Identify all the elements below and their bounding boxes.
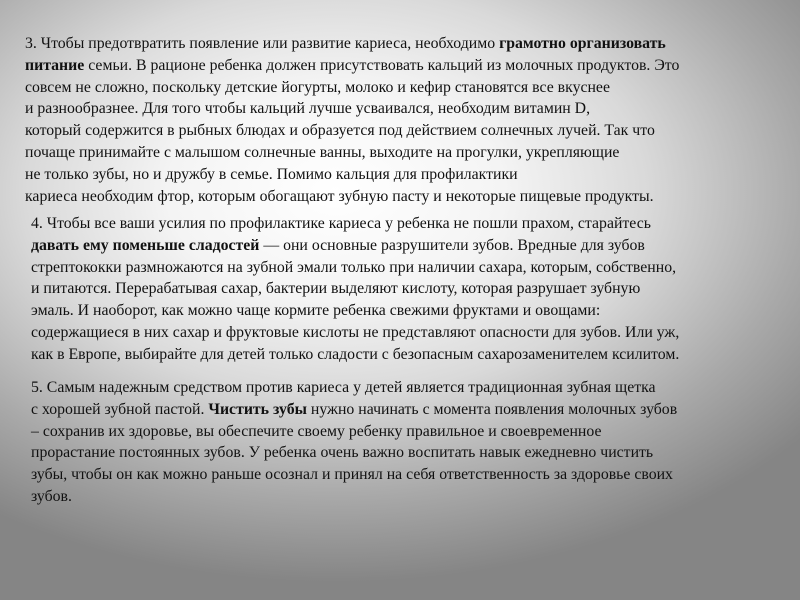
text-line — [25, 77, 679, 99]
body-text: кариеса необходим фтор, которым обогащают зубную пасту и некоторые пищевые продукты. — [25, 187, 654, 205]
text-line — [25, 33, 679, 55]
body-text: зубы, чтобы он как можно раньше осознал и принял на себя ответственность за здоровье своих — [31, 466, 673, 484]
text-line — [31, 257, 679, 279]
text-line — [31, 421, 677, 443]
body-text: с хорошей зубной пастой. — [31, 400, 209, 418]
body-text: и разнообразнее. Для того чтобы кальций лучше усваивался, необходим витамин D, — [25, 100, 591, 118]
body-text: зубов. — [31, 487, 72, 505]
text-line — [31, 322, 679, 344]
text-line — [31, 464, 677, 486]
body-text: и питаются. Перерабатывая сахар, бактерии выделяют кислоту, которая разрушает зубную — [31, 280, 641, 298]
text-line — [31, 235, 679, 257]
text-line — [25, 186, 679, 208]
paragraph-4-sweets — [31, 213, 679, 366]
body-text: – сохранив их здоровье, вы обеспечите своему ребенку правильное и своевременное — [31, 422, 602, 440]
body-text: почаще принимайте с малышом солнечные ванны, выходите на прогулки, укрепляющие — [25, 143, 620, 161]
text-line — [25, 120, 679, 142]
emphasis-text: давать ему поменьше сладостей — [31, 236, 260, 254]
body-text: 5. Самым надежным средством против кариеса у детей является традиционная зубная щетка — [31, 379, 656, 396]
text-line — [25, 142, 679, 164]
text-line — [31, 300, 679, 322]
text-line — [25, 55, 679, 77]
text-line — [25, 98, 679, 120]
text-line — [31, 278, 679, 300]
emphasis-text: грамотно организовать — [499, 35, 666, 52]
body-text: содержащиеся в них сахар и фруктовые кислоты не представляют опасности для зубов. Или уж, — [31, 323, 680, 341]
body-text: стрептококки размножаются на зубной эмали только при наличии сахара, которым, собственно, — [31, 258, 677, 276]
body-text: прорастание постоянных зубов. У ребенка очень важно воспитать навык ежедневно чистить — [31, 444, 654, 462]
body-text: нужно начинать с момента появления молочных зубов — [306, 400, 678, 418]
body-text: совсем не сложно, поскольку детские йогурты, молоко и кефир становятся все вкуснее — [25, 78, 610, 96]
text-line — [31, 399, 677, 421]
body-text: 4. Чтобы все ваши усилия по профилактике кариеса у ребенка не пошли прахом, старайтесь — [31, 215, 651, 232]
text-line — [31, 213, 679, 235]
text-line — [31, 344, 679, 366]
body-text: 3. Чтобы предотвратить появление или развитие кариеса, необходимо — [25, 35, 500, 52]
text-line — [31, 377, 677, 399]
body-text: эмаль. И наоборот, как можно чаще кормите ребенка свежими фруктами и овощами: — [31, 302, 601, 320]
paragraph-5-brushing — [31, 377, 677, 508]
paragraph-3-calcium — [25, 33, 679, 207]
text-line — [31, 442, 677, 464]
body-text: семьи. В рационе ребенка должен присутствовать кальций из молочных продуктов. Это — [84, 56, 680, 74]
emphasis-text: питание — [25, 56, 85, 74]
body-text: — они основные разрушители зубов. Вредные для зубов — [259, 236, 645, 254]
emphasis-text: Чистить зубы — [208, 400, 307, 418]
text-line — [25, 164, 679, 186]
text-line — [31, 486, 677, 508]
body-text: не только зубы, но и дружбу в семье. Помимо кальция для профилактики — [25, 165, 518, 183]
body-text: который содержится в рыбных блюдах и образуется под действием солнечных лучей. Так что — [25, 122, 655, 140]
body-text: как в Европе, выбирайте для детей только сладости с безопасным сахарозаменителем ксилитом. — [31, 345, 680, 363]
